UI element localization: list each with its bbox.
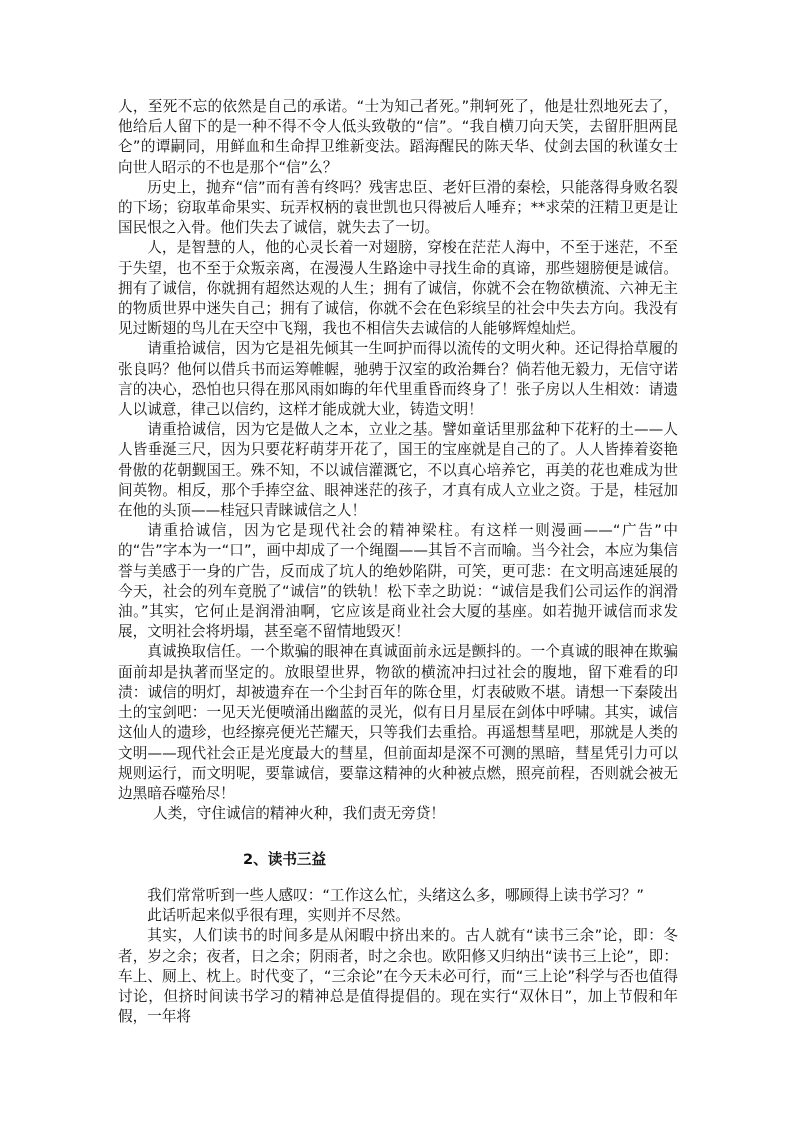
paragraph: 人，是智慧的人，他的心灵长着一对翅膀，穿梭在茫茫人海中，不至于迷茫，不至于失望，也不至于众叛亲离，在漫漫人生路途中寻找生命的真谛，那些翅膀便是诚信。拥有了诚信，你就拥有超然达观的人生；拥有了诚信，你就不会在物欲横流、六神无主的物质世界中迷失自己；拥有了诚信，你就不会在色彩缤呈的社会中失去方向。我没有见过断翅的鸟儿在天空中飞翔，我也不相信失去诚信的人能够辉煌灿烂。	[118, 239, 678, 338]
paragraph: 请重拾诚信，因为它是祖先倾其一生呵护而得以流传的文明火种。还记得拾草履的张良吗？他何以借兵书而运筹帷幄，驰骋于汉室的政治舞台？倘若他无毅力，无信守诺言的决心，恐怕也只得在那风雨如晦的年代里重昏而终身了！张子房以人生相效：请遗人以诚意，律己以信约，这样才能成就大业，铸造文明！	[118, 340, 678, 419]
section-heading: 2、读书三益	[243, 851, 327, 868]
paragraph: 我们常常听到一些人感叹：“工作这么忙，头绪这么多，哪顾得上读书学习？”	[147, 887, 644, 904]
paragraph: 此话听起来似乎很有理，实则并不尽然。	[147, 907, 410, 925]
paragraph: 请重拾诚信，因为它是做人之本，立业之基。譬如童话里那盆种下花籽的土——人人皆垂涎三尺，因为只要花籽萌芽开花了，国王的宝座就是自己的了。人人皆捧着姿艳骨傲的花朝觐国王。殊不知，不以诚信灌溉它，不以真心培养它，再美的花也难成为世间英物。相反，那个手捧空盆、眼神迷茫的孩子，才真有成人立业之资。于是，桂冠加在他的头顶——桂冠只青睐诚信之人！	[118, 421, 678, 520]
paragraph: 人，至死不忘的依然是自己的承诺。“士为知己者死。”荆轲死了，他是壮烈地死去了，他给后人留下的是一种不得不令人低头致敬的“信”。“我自横刀向天笑，去留肝胆两昆仑”的谭嗣同，用鲜血和生命捍卫维新变法。蹈海醒民的陈天华、仗剑去国的秋谨女士向世人昭示的不也是那个“信”么？	[118, 98, 678, 176]
paragraph: 历史上，抛弃“信”而有善有终吗？残害忠臣、老奸巨滑的秦桧，只能落得身败名裂的下场；窃取革命果实、玩弄权柄的袁世凯也只得被后人唾弃；**求荣的汪精卫更是让国民恨之入骨。他们失去了诚信，就失去了一切。	[118, 178, 678, 237]
paragraph: 请重拾诚信，因为它是现代社会的精神梁柱。有这样一则漫画——“广告”中的“告”字本为一“口”，画中却成了一个绳圈——其旨不言而喻。当今社会，本应为集信誉与美感于一身的广告，反而成了坑人的绝妙陷阱，可笑，更可悲：在文明高速延展的今天，社会的列车竟脱了“诚信”的铁轨！松下幸之助说：“诚信是我们公司运作的润滑油。”其实，它何止是润滑油啊，它应该是商业社会大厦的基座。如若抛开诚信而求发展，文明社会将坍塌，甚至毫不留情地毁灭！	[118, 522, 678, 641]
essay-section-2	[118, 886, 678, 1027]
paragraph: 其实，人们读书的时间多是从闲暇中挤出来的。古人就有“读书三余”论，即：冬者，岁之余；夜者，日之余；阴雨者，时之余也。欧阳修又归纳出“读书三上论”，即：车上、厕上、枕上。时代变了，“三余论”在今天未必可行，而“三上论”科学与否也值得讨论，但挤时间读书学习的精神总是值得提倡的。现在实行“双休日”，加上节假和年假，一年将	[118, 927, 678, 1026]
paragraph: 真诚换取信任。一个欺骗的眼神在真诚面前永远是颤抖的。一个真诚的眼神在欺骗面前却是执著而坚定的。放眼望世界，物欲的横流冲扫过社会的腹地，留下难看的印渍：诚信的明灯，却被遗弃在一个尘封百年的陈仓里，灯表破败不堪。请想一下秦陵出土的宝剑吧：一见天光便喷涌出幽蓝的灵光，似有日月星辰在剑体中呼啸。其实，诚信这仙人的遗珍，也经擦亮便光芒耀天，只等我们去重拾。再遥想彗星吧，那就是人类的文明——现代社会正是光度最大的彗星，但前面却是深不可测的黑暗，彗星凭引力可以规则运行，而文明呢，要靠诚信，要靠这精神的火种被点燃，照亮前程，否则就会被无边黑暗吞噬殆尽！	[118, 643, 678, 802]
essay-section-1	[118, 97, 678, 824]
closing-line: 人类，守住诚信的精神火种，我们责无旁贷！	[153, 805, 445, 823]
